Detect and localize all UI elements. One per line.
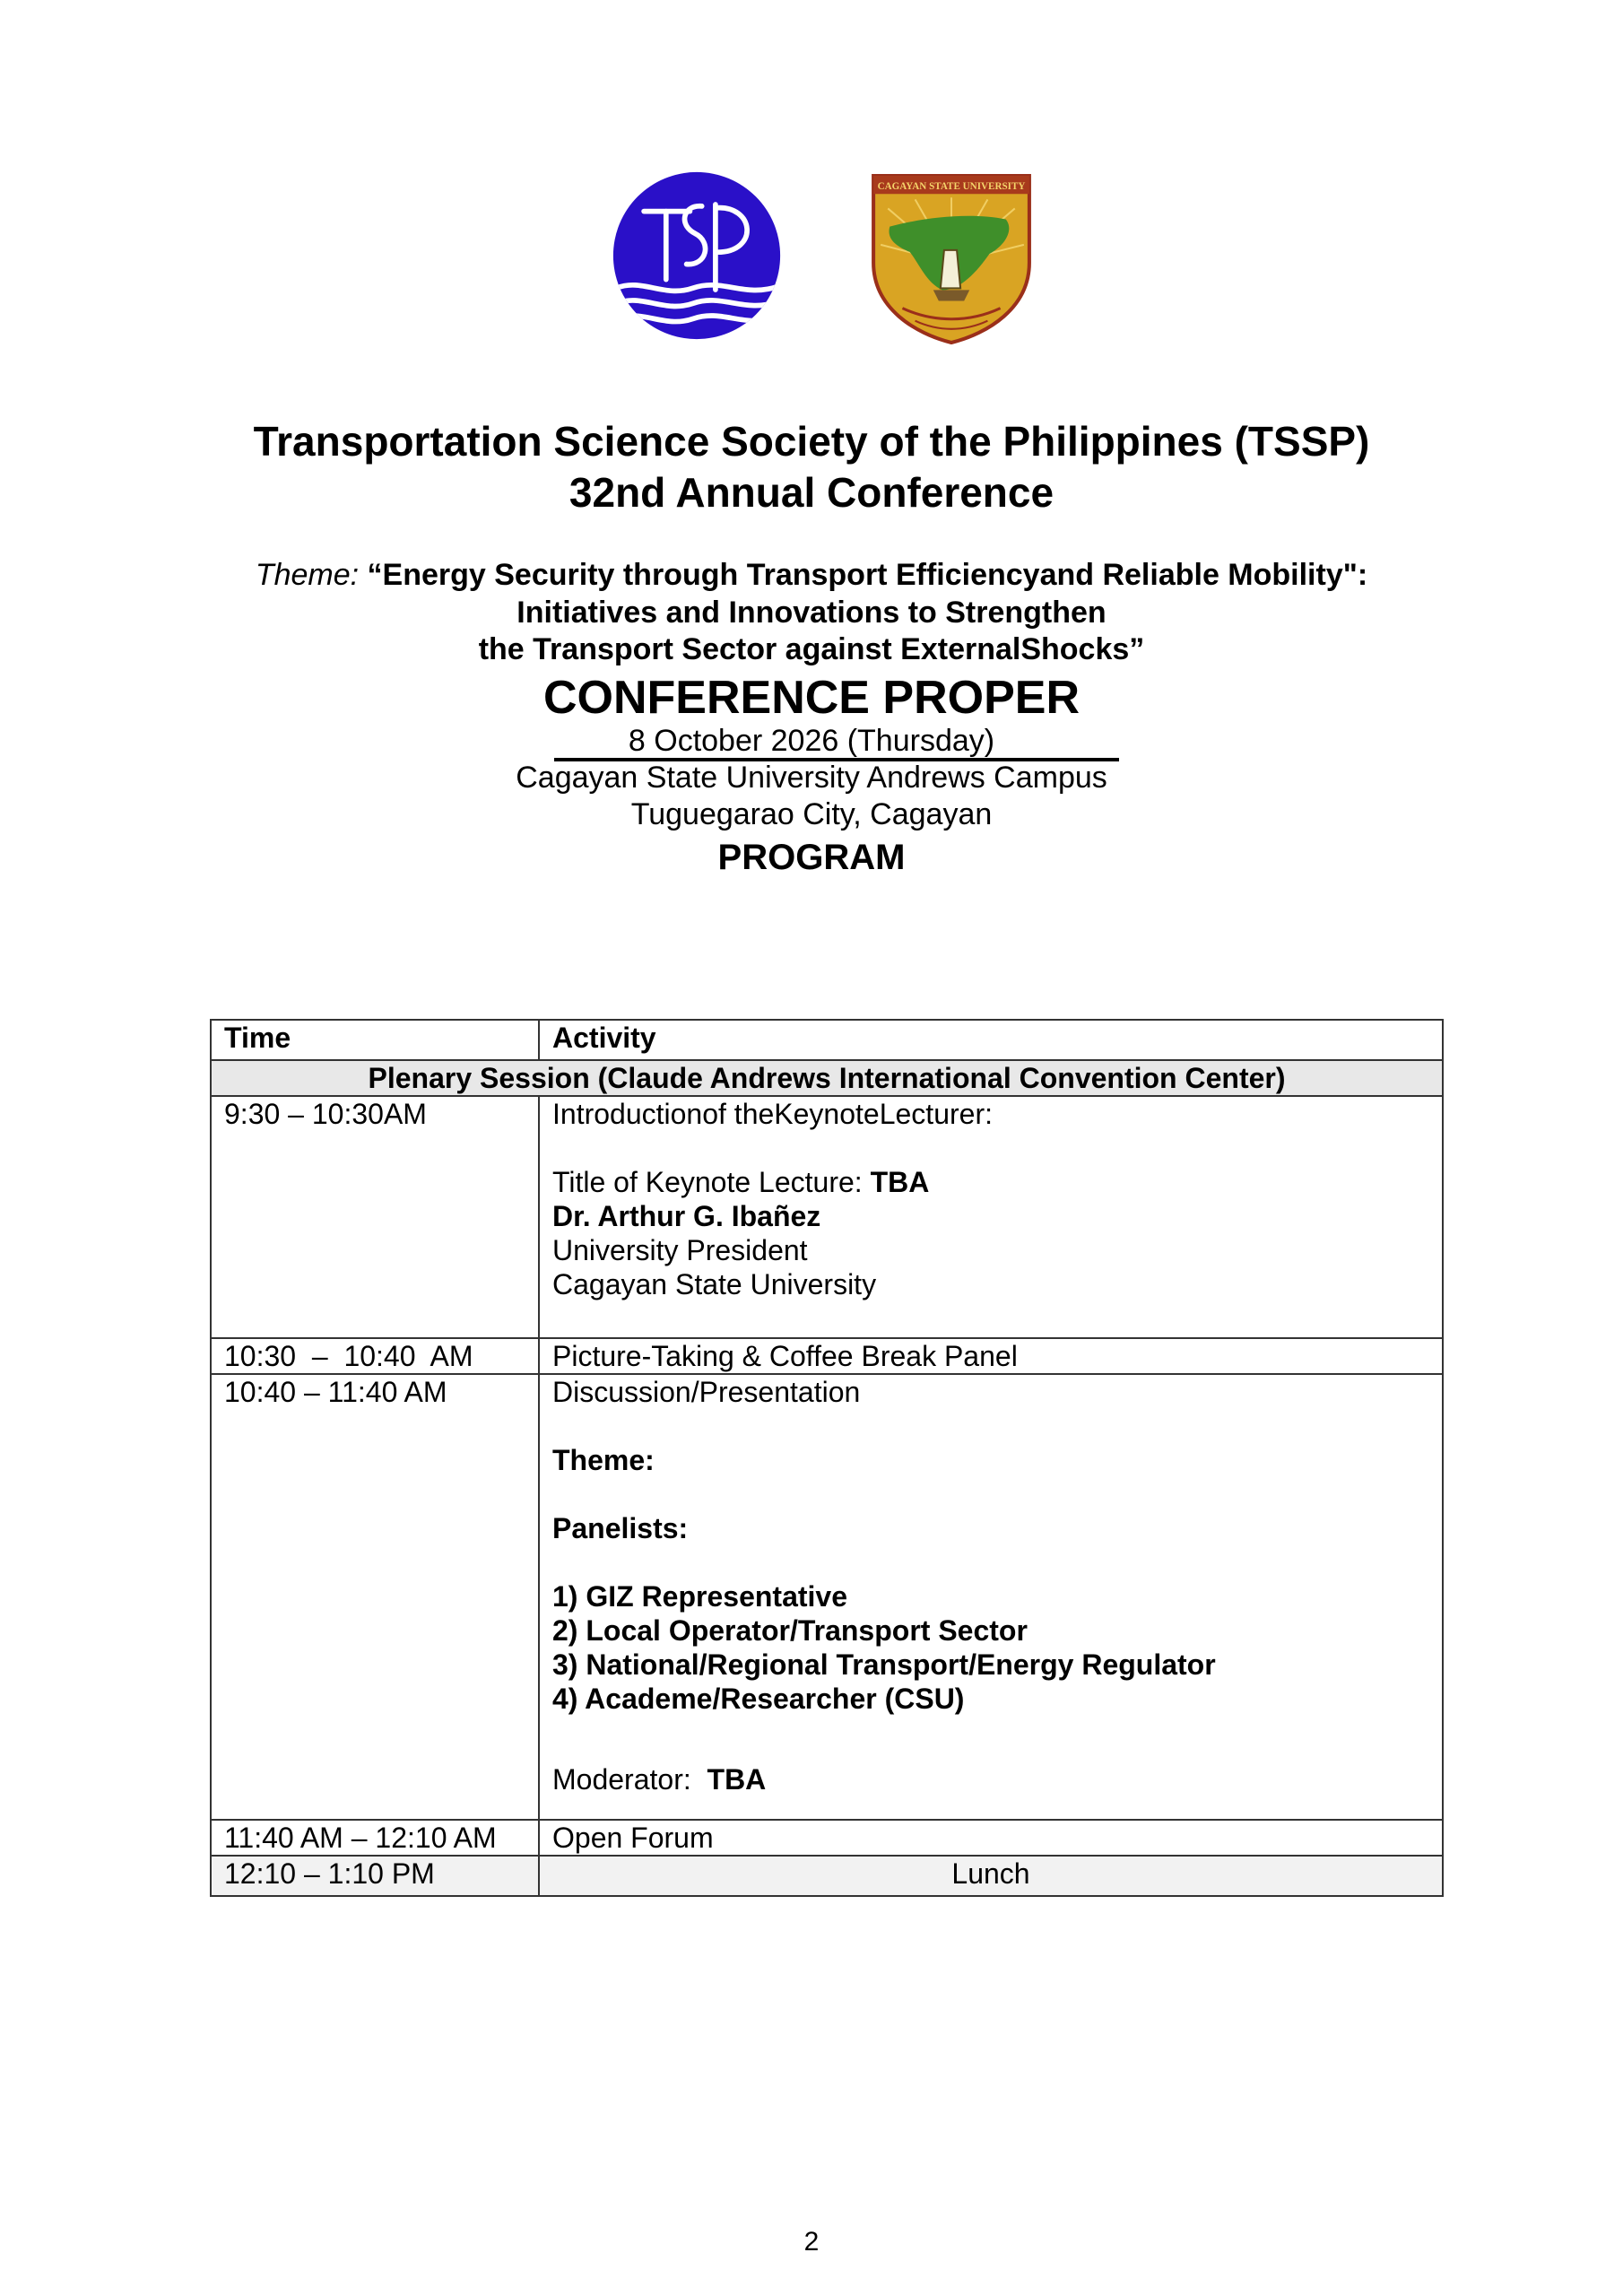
program-title: PROGRAM [717, 838, 906, 877]
keynote-title-value: TBA [870, 1166, 930, 1198]
event-city: Tuguegarao City, Cagayan [630, 797, 993, 831]
keynote-activity [539, 1096, 1443, 1338]
page-number: 2 [803, 2227, 820, 2257]
keynote-title-label: Title of Keynote Lecture: [552, 1166, 871, 1198]
time-column-header: Time [211, 1020, 539, 1060]
plenary-section-title: Plenary Session (Claude Andrews International Convention Center) [211, 1060, 1443, 1096]
program-table [210, 1019, 1444, 1897]
panelist-item: 2) Local Operator/Transport Sector [552, 1614, 1028, 1647]
theme-label: Theme: [255, 558, 360, 592]
keynote-speaker-institution: Cagayan State University [552, 1268, 877, 1300]
tssp-logo [612, 170, 782, 341]
keynote-intro: Introductionof theKeynoteLecturer: [552, 1098, 993, 1130]
panelist-item: 4) Academe/Researcher (CSU) [552, 1683, 965, 1715]
forum-time: 11:40 AM – 12:10 AM [211, 1820, 539, 1856]
moderator-label: Moderator: [552, 1763, 707, 1796]
table-header-row [211, 1020, 1443, 1060]
panel-time: 10:40 – 11:40 AM [211, 1374, 539, 1820]
activity-column-header: Activity [539, 1020, 1443, 1060]
event-venue: Cagayan State University Andrews Campus [516, 761, 1107, 795]
keynote-speaker: Dr. Arthur G. Ibañez [552, 1200, 821, 1232]
panel-activity-title: Discussion/Presentation [552, 1376, 861, 1408]
keynote-speaker-position: University President [552, 1234, 808, 1266]
event-date: 8 October 2026 (Thursday) [628, 724, 995, 758]
forum-activity: Open Forum [539, 1820, 1443, 1856]
conference-title: 32nd Annual Conference [568, 469, 1055, 516]
moderator-line [552, 1762, 1429, 1796]
panel-theme-label: Theme: [552, 1444, 655, 1476]
theme-line-2: Initiatives and Innovations to Strengthen [516, 596, 1107, 630]
table-row [211, 1820, 1443, 1856]
conference-proper-title: CONFERENCE PROPER [542, 672, 1081, 724]
moderator-value: TBA [707, 1763, 767, 1796]
table-row [211, 1338, 1443, 1374]
theme-line-3: the Transport Sector against ExternalShocks” [478, 632, 1145, 666]
organization-title: Transportation Science Society of the Philippines (TSSP) [253, 418, 1370, 465]
coffee-activity: Picture-Taking & Coffee Break Panel [539, 1338, 1443, 1374]
lunch-time: 12:10 – 1:10 PM [211, 1856, 539, 1896]
lunch-activity: Lunch [539, 1856, 1443, 1896]
panelists-label: Panelists: [552, 1512, 689, 1544]
panelist-item: 3) National/Regional Transport/Energy Regulator [552, 1648, 1216, 1681]
panelist-item: 1) GIZ Representative [552, 1580, 847, 1613]
table-row [211, 1374, 1443, 1820]
table-row [211, 1856, 1443, 1896]
keynote-title [552, 1165, 1429, 1199]
theme-text-1: “Energy Security through Transport Efficiencyand Reliable Mobility": [367, 558, 1368, 592]
table-row [211, 1096, 1443, 1338]
panel-activity [539, 1374, 1443, 1820]
plenary-section-row [211, 1060, 1443, 1096]
svg-text:CAGAYAN STATE UNIVERSITY: CAGAYAN STATE UNIVERSITY [877, 181, 1026, 193]
keynote-time: 9:30 – 10:30AM [211, 1096, 539, 1338]
coffee-time: 10:30 – 10:40 AM [211, 1338, 539, 1374]
theme-line-1 [0, 556, 1623, 594]
csu-seal [870, 172, 1033, 344]
